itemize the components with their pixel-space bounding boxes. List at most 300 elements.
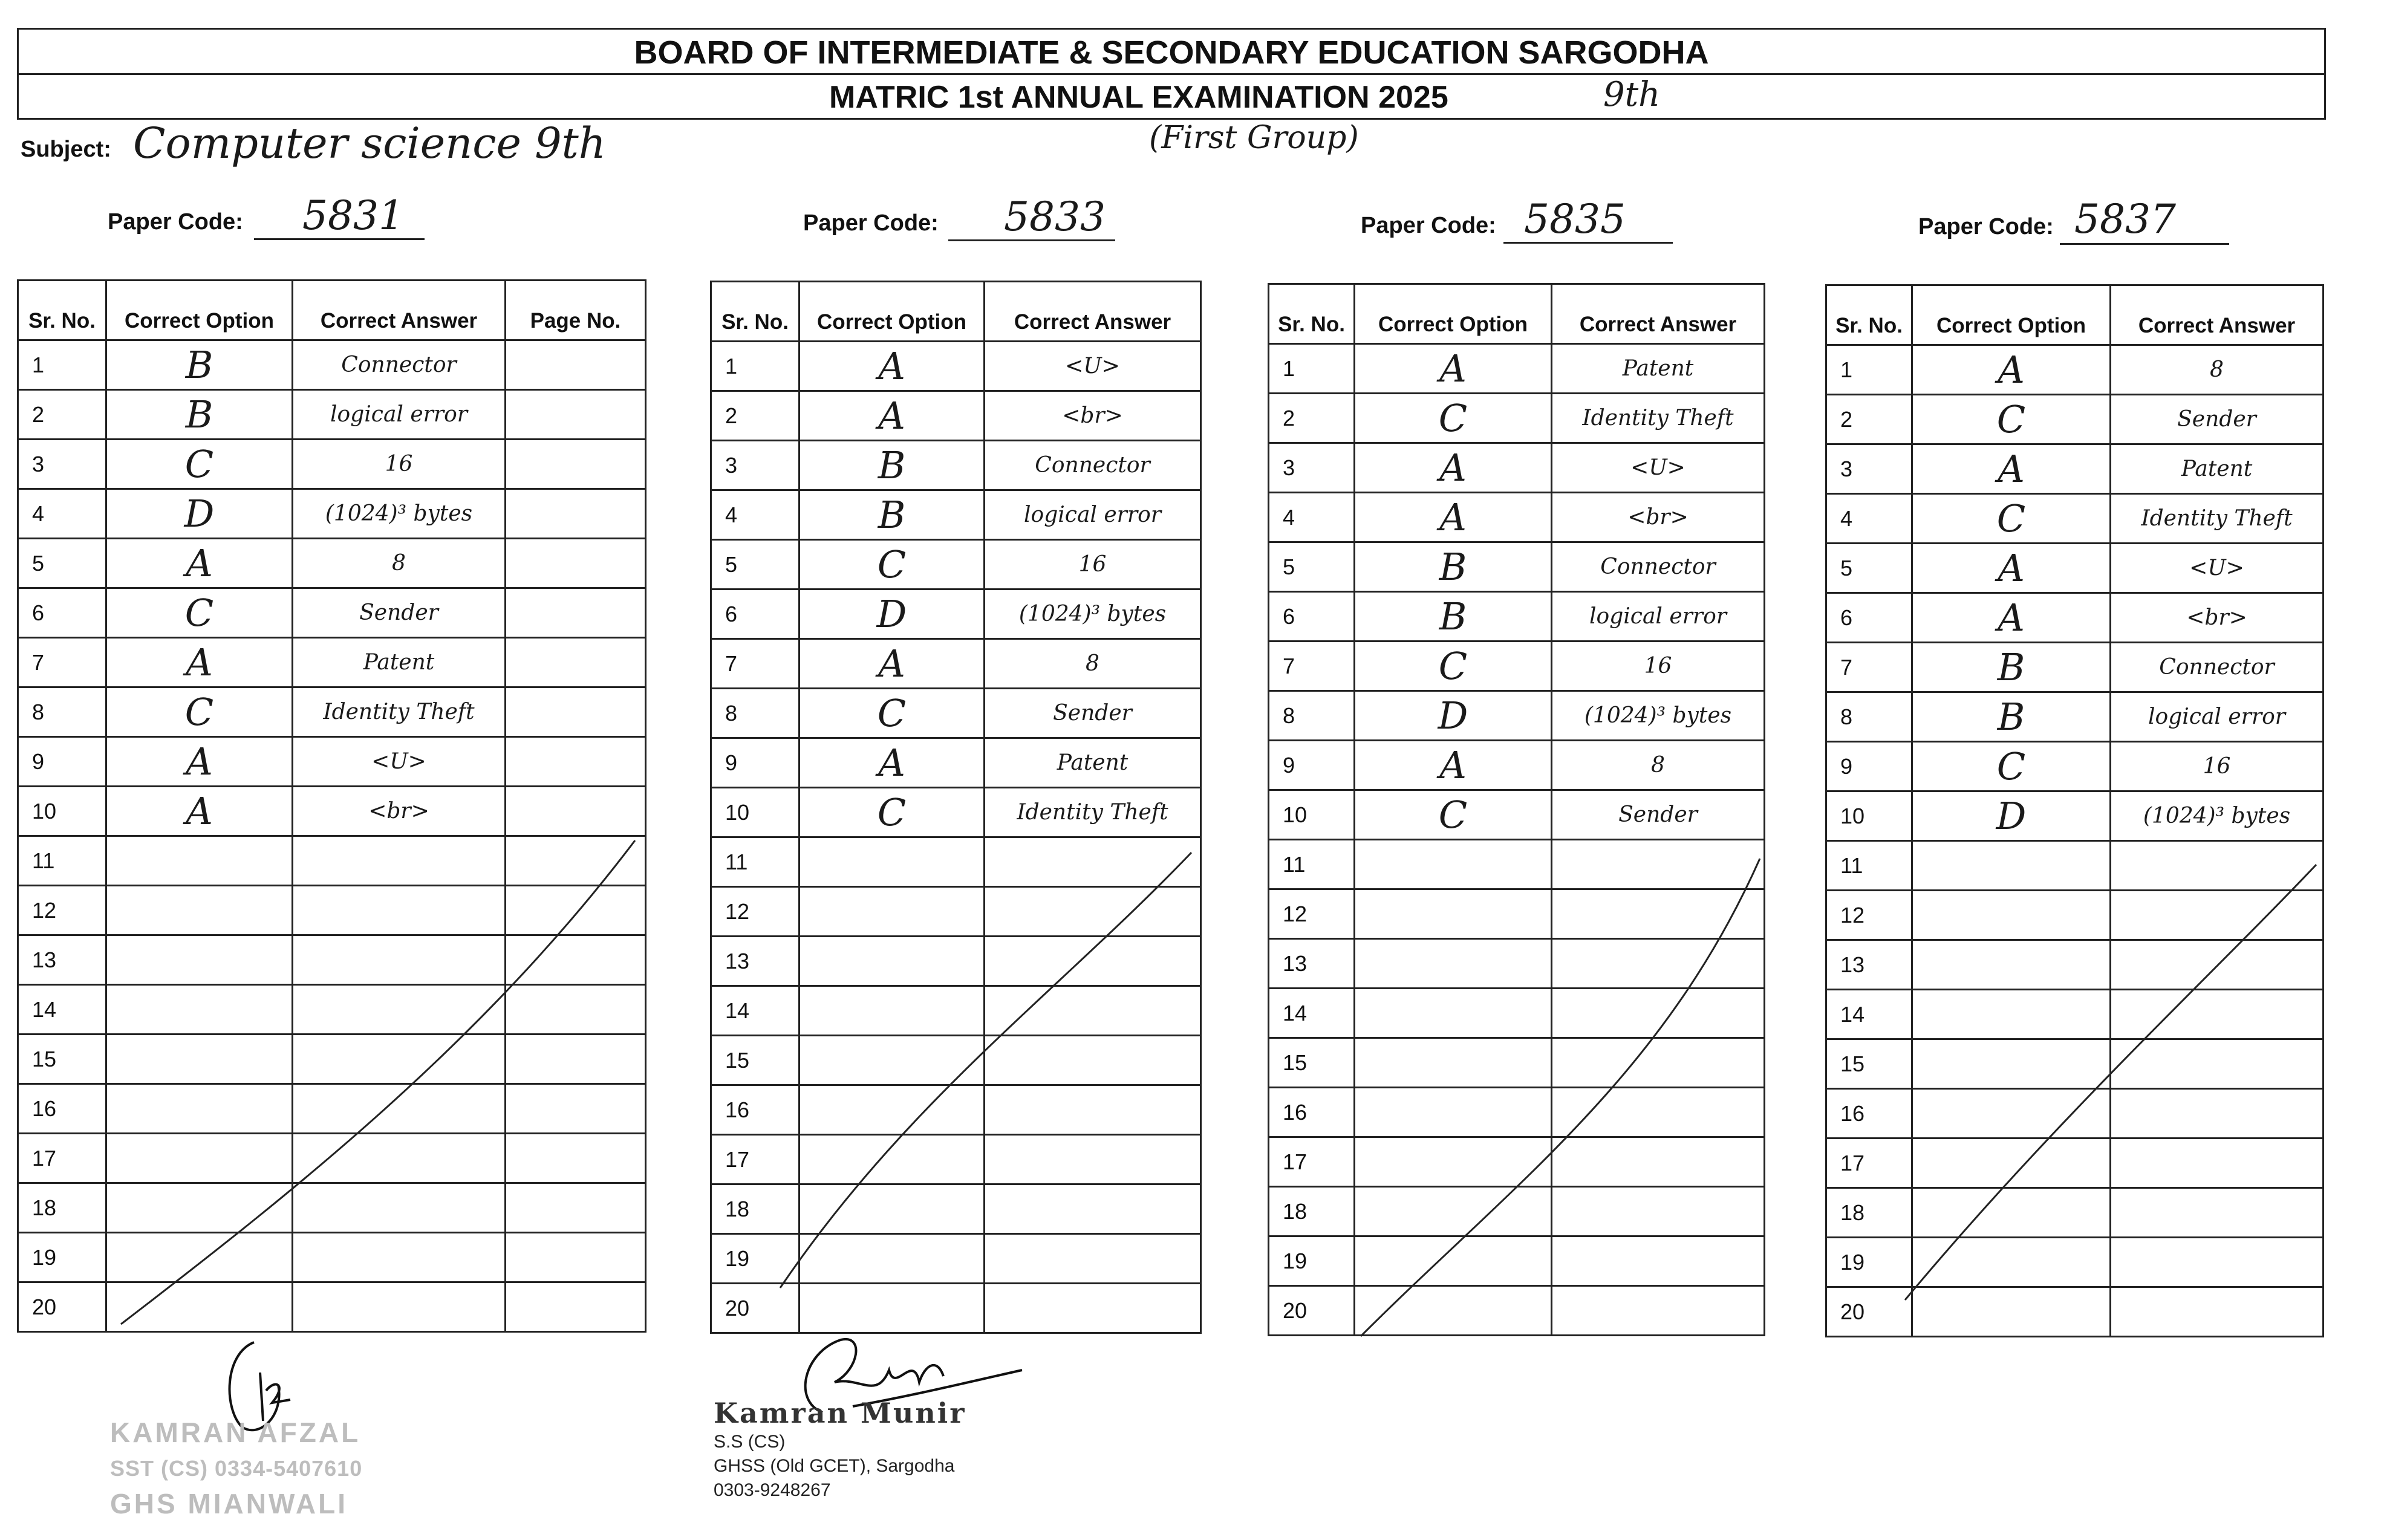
sr-no-cell: 11 [18,836,106,886]
paper-code-line-2 [948,239,1115,241]
table-row [1269,1236,1765,1286]
sr-no-cell: 3 [711,441,800,490]
correct-answer-cell [1552,989,1765,1038]
correct-option-cell [106,985,293,1035]
table-row [1269,642,1765,691]
correct-answer-cell: logical error [293,390,506,440]
sr-no-cell: 9 [711,738,800,788]
table-row [1826,841,2324,891]
header-sr-no: Sr. No. [711,282,800,342]
page-no-cell [506,340,646,390]
sr-no-cell: 17 [1269,1137,1355,1187]
answer-key-table-5837 [1825,284,2324,1337]
sr-no-cell: 18 [711,1184,800,1234]
correct-option-cell: C [1355,394,1552,443]
paper-code-value-2: 5833 [1004,193,1106,240]
sr-no-cell: 12 [1826,891,1912,940]
paper-code-line-4 [2060,243,2229,245]
table-row [1826,395,2324,444]
correct-answer-cell: <U> [985,342,1201,391]
table-row [1269,939,1765,989]
sr-no-cell: 3 [1269,443,1355,493]
sr-no-cell: 19 [18,1233,106,1282]
sr-no-cell: 8 [1826,692,1912,742]
correct-option-cell [800,887,985,937]
table-row [711,391,1201,441]
sr-no-cell: 10 [711,788,800,837]
sr-no-cell: 15 [18,1035,106,1084]
correct-answer-cell: Identity Theft [293,687,506,737]
correct-option-cell [1355,1236,1552,1286]
exam-header [17,28,2326,120]
correct-answer-cell [293,985,506,1035]
correct-answer-cell: 16 [985,540,1201,590]
correct-option-cell: A [1355,493,1552,542]
correct-answer-cell [985,1036,1201,1085]
table-row [711,1284,1201,1333]
correct-option-cell [800,1135,985,1184]
signature-2-phone: 0303-9248267 [714,1480,831,1500]
paper-code-line-1 [254,238,425,240]
paper-code-value-1: 5831 [302,192,404,239]
sr-no-cell: 2 [18,390,106,440]
correct-option-cell: A [1912,544,2111,593]
table-row [18,1084,646,1134]
table-row [1269,889,1765,939]
correct-answer-cell [985,1135,1201,1184]
correct-option-cell [800,837,985,887]
sr-no-cell: 14 [1826,990,1912,1039]
sr-no-cell: 1 [1269,344,1355,394]
correct-option-cell: B [1355,592,1552,642]
board-title: BOARD OF INTERMEDIATE & SECONDARY EDUCATION SARGODHA [634,34,1709,71]
correct-answer-cell [985,887,1201,937]
correct-option-cell [800,1036,985,1085]
answer-key-table-5831 [17,279,646,1333]
correct-option-cell [106,1233,293,1282]
sr-no-cell: 2 [1269,394,1355,443]
correct-option-cell: C [1912,494,2111,544]
correct-option-cell [1912,940,2111,990]
correct-answer-cell [1552,1286,1765,1336]
sr-no-cell: 20 [18,1282,106,1332]
correct-answer-cell: 8 [985,639,1201,689]
table-row [711,986,1201,1036]
correct-option-cell: D [800,590,985,639]
correct-option-cell: B [1912,692,2111,742]
correct-answer-cell [293,1282,506,1332]
sr-no-cell: 16 [1826,1089,1912,1139]
correct-answer-cell: <br> [985,391,1201,441]
table-row [18,1282,646,1332]
sr-no-cell: 8 [711,689,800,738]
table-row [1826,940,2324,990]
page-no-cell [506,588,646,638]
sr-no-cell: 11 [1269,840,1355,889]
page-no-cell [506,787,646,836]
correct-answer-cell: (1024)³ bytes [293,489,506,539]
table-row [1826,1089,2324,1139]
table-row [711,1085,1201,1135]
correct-answer-cell [1552,1236,1765,1286]
table-row [1269,741,1765,790]
table-row [711,689,1201,738]
correct-option-cell: A [106,737,293,787]
correct-option-cell: A [800,738,985,788]
sr-no-cell: 14 [711,986,800,1036]
header-page-no: Page No. [506,281,646,340]
correct-option-cell: C [1912,395,2111,444]
table-row [18,489,646,539]
correct-answer-cell: <U> [1552,443,1765,493]
sr-no-cell: 1 [1826,345,1912,395]
table-row [711,788,1201,837]
correct-option-cell [1355,1286,1552,1336]
correct-option-cell: B [106,340,293,390]
correct-answer-cell: 8 [293,539,506,588]
correct-answer-cell: 8 [2111,345,2324,395]
sr-no-cell: 8 [1269,691,1355,741]
sr-no-cell: 7 [1269,642,1355,691]
correct-answer-cell [985,837,1201,887]
correct-option-cell [1355,939,1552,989]
correct-option-cell [106,1134,293,1183]
correct-answer-cell: Connector [985,441,1201,490]
table-row [1826,990,2324,1039]
table-row [711,1184,1201,1234]
table-row [1269,1187,1765,1236]
subject-label: Subject: [21,137,111,162]
table-row [18,787,646,836]
sr-no-cell: 16 [1269,1088,1355,1137]
answer-key-table-5833 [710,281,1202,1334]
table-row [1826,1039,2324,1089]
header-divider [19,73,2324,75]
table-row [1269,592,1765,642]
correct-answer-cell: <U> [2111,544,2324,593]
correct-option-cell: D [1912,791,2111,841]
sr-no-cell: 18 [1826,1188,1912,1238]
table-row [711,1234,1201,1284]
correct-option-cell: A [106,638,293,687]
answer-key-table-5835 [1268,283,1765,1336]
sr-no-cell: 5 [1269,542,1355,592]
page-no-cell [506,886,646,935]
sr-no-cell: 7 [1826,643,1912,692]
table-row [711,490,1201,540]
sr-no-cell: 16 [18,1084,106,1134]
sr-no-cell: 6 [1269,592,1355,642]
table-row [1269,1038,1765,1088]
correct-option-cell: C [106,588,293,638]
sr-no-cell: 12 [711,887,800,937]
table-row [1826,1238,2324,1287]
correct-option-cell [1355,1038,1552,1088]
correct-option-cell [106,1035,293,1084]
table-row [18,737,646,787]
sr-no-cell: 13 [1826,940,1912,990]
correct-answer-cell: Sender [1552,790,1765,840]
correct-option-cell [106,886,293,935]
table-row [1269,344,1765,394]
correct-answer-cell: Identity Theft [1552,394,1765,443]
table-row [18,886,646,935]
correct-answer-cell [1552,1137,1765,1187]
table-row [1826,891,2324,940]
sr-no-cell: 8 [18,687,106,737]
paper-code-value-3: 5835 [1524,196,1626,242]
correct-answer-cell: Patent [985,738,1201,788]
correct-option-cell: B [1355,542,1552,592]
sr-no-cell: 19 [711,1234,800,1284]
sr-no-cell: 7 [18,638,106,687]
sr-no-cell: 6 [1826,593,1912,643]
table-row [18,390,646,440]
sr-no-cell: 11 [711,837,800,887]
table-row [1826,544,2324,593]
correct-answer-cell: 16 [2111,742,2324,791]
sr-no-cell: 2 [1826,395,1912,444]
correct-answer-cell [2111,940,2324,990]
correct-answer-cell: Connector [2111,643,2324,692]
correct-answer-cell [293,836,506,886]
sr-no-cell: 17 [711,1135,800,1184]
correct-answer-cell: 16 [293,440,506,489]
sr-no-cell: 9 [18,737,106,787]
correct-answer-cell [293,1183,506,1233]
correct-answer-cell [1552,1187,1765,1236]
correct-option-cell: C [106,687,293,737]
page-no-cell [506,390,646,440]
header-correct-answer: Correct Answer [985,282,1201,342]
sr-no-cell: 13 [1269,939,1355,989]
table-row [18,638,646,687]
correct-answer-cell [293,1084,506,1134]
table-row [1826,1139,2324,1188]
sr-no-cell: 12 [18,886,106,935]
table-row [1826,444,2324,494]
sr-no-cell: 20 [711,1284,800,1333]
correct-answer-cell: Sender [2111,395,2324,444]
table-row [1826,1188,2324,1238]
correct-answer-cell [2111,990,2324,1039]
correct-answer-cell: Connector [293,340,506,390]
table-row [18,588,646,638]
correct-answer-cell: Patent [293,638,506,687]
correct-answer-cell [2111,891,2324,940]
table-row [1269,989,1765,1038]
correct-answer-cell: (1024)³ bytes [2111,791,2324,841]
correct-answer-cell: Patent [2111,444,2324,494]
correct-option-cell [800,1085,985,1135]
correct-answer-cell [2111,1139,2324,1188]
correct-option-cell: A [1912,444,2111,494]
signature-2-designation: S.S (CS) [714,1432,786,1452]
correct-option-cell: C [1912,742,2111,791]
page-no-cell [506,1134,646,1183]
sr-no-cell: 14 [1269,989,1355,1038]
table-row [18,440,646,489]
correct-answer-cell [2111,1238,2324,1287]
correct-answer-cell [2111,1287,2324,1337]
table-row [1269,1286,1765,1336]
table-row [1269,691,1765,741]
correct-option-cell [1912,891,2111,940]
correct-answer-cell: logical error [1552,592,1765,642]
correct-answer-cell: logical error [985,490,1201,540]
sr-no-cell: 16 [711,1085,800,1135]
sr-no-cell: 13 [711,937,800,986]
correct-answer-cell: <U> [293,737,506,787]
header-correct-option: Correct Option [1912,285,2111,345]
sr-no-cell: 3 [18,440,106,489]
correct-option-cell [800,1234,985,1284]
correct-option-cell: C [1355,790,1552,840]
table-row [18,985,646,1035]
table-row [1269,1137,1765,1187]
correct-option-cell: A [1355,741,1552,790]
sr-no-cell: 10 [18,787,106,836]
page-no-cell [506,489,646,539]
correct-answer-cell: 8 [1552,741,1765,790]
correct-option-cell [106,1084,293,1134]
correct-answer-cell: <br> [1552,493,1765,542]
header-correct-answer: Correct Answer [2111,285,2324,345]
correct-option-cell [1912,841,2111,891]
sr-no-cell: 7 [711,639,800,689]
page-no-cell [506,737,646,787]
correct-answer-cell [1552,1038,1765,1088]
table-row [1826,692,2324,742]
header-correct-option: Correct Option [1355,284,1552,344]
paper-code-label-2: Paper Code: [803,210,939,236]
sr-no-cell: 20 [1826,1287,1912,1337]
sr-no-cell: 4 [1826,494,1912,544]
correct-option-cell [800,1184,985,1234]
exam-title: MATRIC 1st ANNUAL EXAMINATION 2025 [829,80,1448,115]
correct-answer-cell: Identity Theft [2111,494,2324,544]
correct-option-cell [106,1183,293,1233]
table-row [1269,443,1765,493]
sr-no-cell: 12 [1269,889,1355,939]
correct-answer-cell: logical error [2111,692,2324,742]
correct-option-cell [1912,1139,2111,1188]
correct-option-cell [1355,1187,1552,1236]
correct-answer-cell: (1024)³ bytes [985,590,1201,639]
page-no-cell [506,1233,646,1282]
page-no-cell [506,1282,646,1332]
sr-no-cell: 15 [1269,1038,1355,1088]
correct-option-cell [1355,1088,1552,1137]
correct-answer-cell: Connector [1552,542,1765,592]
sr-no-cell: 19 [1269,1236,1355,1286]
sr-no-cell: 3 [1826,444,1912,494]
sr-no-cell: 17 [1826,1139,1912,1188]
page-no-cell [506,985,646,1035]
table-row [711,937,1201,986]
table-row [711,738,1201,788]
correct-answer-cell [293,1134,506,1183]
sr-no-cell: 6 [18,588,106,638]
sr-no-cell: 9 [1826,742,1912,791]
correct-option-cell: B [106,390,293,440]
page-no-cell [506,836,646,886]
sr-no-cell: 6 [711,590,800,639]
correct-option-cell [1355,989,1552,1038]
correct-option-cell: A [106,787,293,836]
correct-answer-cell [1552,889,1765,939]
table-row [1826,1287,2324,1337]
correct-option-cell: A [800,391,985,441]
sr-no-cell: 17 [18,1134,106,1183]
page-no-cell [506,638,646,687]
table-row [1826,791,2324,841]
correct-option-cell: C [800,689,985,738]
correct-option-cell [1355,1137,1552,1187]
table-row [711,441,1201,490]
sr-no-cell: 2 [711,391,800,441]
correct-option-cell: B [1912,643,2111,692]
table-row [1826,742,2324,791]
signature-1-name: KAMRAN AFZAL [110,1417,361,1448]
correct-answer-cell [985,1284,1201,1333]
sr-no-cell: 4 [18,489,106,539]
correct-option-cell: A [106,539,293,588]
correct-option-cell [106,1282,293,1332]
table-row [711,590,1201,639]
correct-option-cell: A [800,342,985,391]
table-row [18,1233,646,1282]
correct-answer-cell: <br> [293,787,506,836]
correct-answer-cell: Identity Theft [985,788,1201,837]
table-row [1269,790,1765,840]
paper-code-label-3: Paper Code: [1361,213,1496,238]
sr-no-cell: 19 [1826,1238,1912,1287]
correct-option-cell: B [800,490,985,540]
table-row [1269,840,1765,889]
correct-option-cell: C [800,540,985,590]
table-row [1269,493,1765,542]
sr-no-cell: 1 [18,340,106,390]
correct-answer-cell [1552,840,1765,889]
table-row [711,540,1201,590]
sr-no-cell: 14 [18,985,106,1035]
correct-option-cell [1912,1238,2111,1287]
sr-no-cell: 10 [1269,790,1355,840]
correct-option-cell: A [1912,345,2111,395]
paper-code-label-4: Paper Code: [1918,214,2054,239]
correct-option-cell: A [1355,443,1552,493]
table-row [1269,542,1765,592]
sr-no-cell: 5 [711,540,800,590]
signature-1-designation: SST (CS) 0334-5407610 [110,1456,363,1481]
paper-code-line-3 [1503,242,1673,244]
correct-option-cell [800,986,985,1036]
table-row [1826,345,2324,395]
correct-answer-cell [293,1035,506,1084]
signature-2-school: GHSS (Old GCET), Sargodha [714,1456,955,1476]
sr-no-cell: 20 [1269,1286,1355,1336]
header-sr-no: Sr. No. [1826,285,1912,345]
table-row [1826,593,2324,643]
correct-option-cell [1912,1188,2111,1238]
correct-answer-cell: Sender [985,689,1201,738]
sr-no-cell: 4 [1269,493,1355,542]
correct-option-cell: D [106,489,293,539]
class-handwritten: 9th [1603,75,1661,114]
correct-option-cell: B [800,441,985,490]
correct-answer-cell: 16 [1552,642,1765,691]
